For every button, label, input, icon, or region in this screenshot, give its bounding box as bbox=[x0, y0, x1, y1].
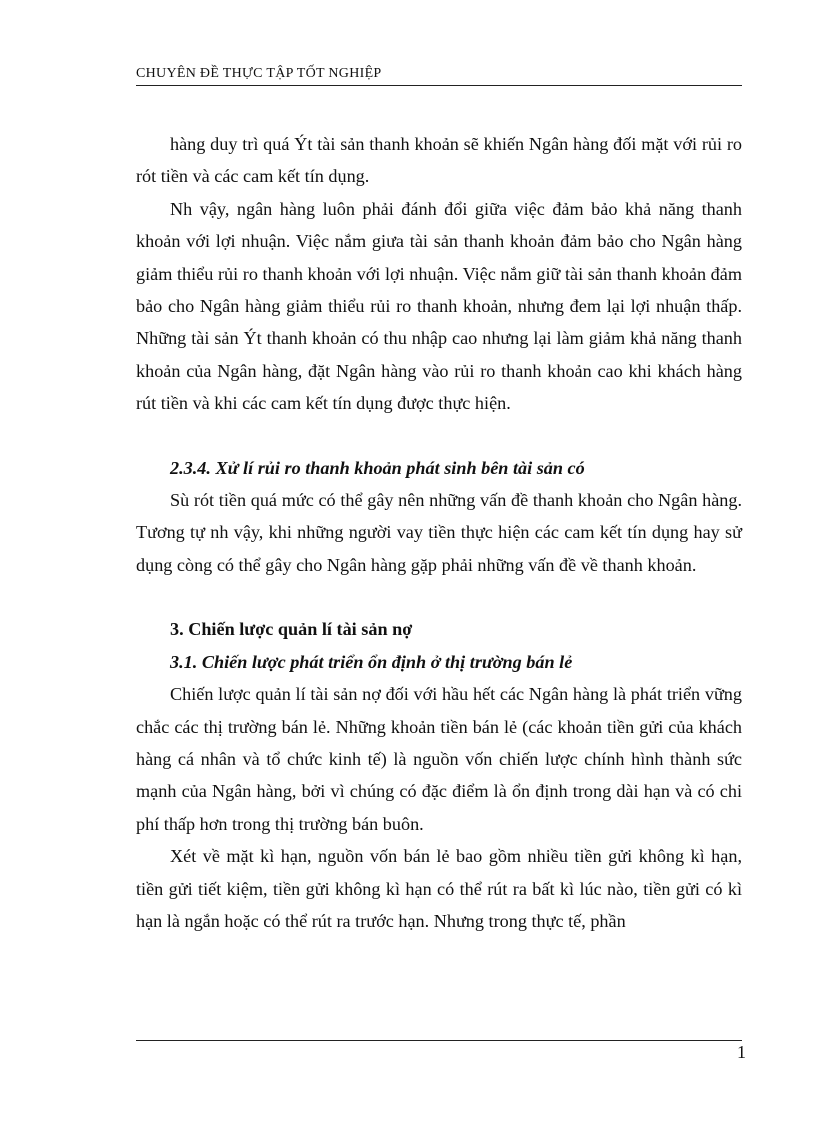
document-body bbox=[136, 128, 742, 937]
paragraph-1: hàng duy trì quá Ýt tài sản thanh khoản sẽ khiến Ngân hàng đối mặt với rủi ro rót tiền và các cam kết tín dụng. bbox=[136, 134, 742, 187]
spacer bbox=[136, 581, 742, 613]
section-heading-3: 3. Chiến lược quản lí tài sản nợ bbox=[170, 619, 413, 640]
paragraph-5: Xét về mặt kì hạn, nguồn vốn bán lẻ bao gồm nhiều tiền gửi không kì hạn, tiền gửi tiết kiệm, tiền gửi không kì hạn có thể rút ra bất kì lúc nào, tiền gửi có kì hạn là ngắn hoặc có thể rút ra trước hạn. Nhưng trong thực tế, phần bbox=[136, 846, 742, 931]
paragraph-4: Chiến lược quản lí tài sản nợ đối với hầu hết các Ngân hàng là phát triển vững chắc các thị trường bán lẻ. Những khoản tiền bán lẻ (các khoản tiền gửi của khách hàng cá nhân và tổ chức kinh tế) là nguồn vốn chiến lược chính hình thành sức mạnh của Ngân hàng, bởi vì chúng có đặc điểm là ổn định trong dài hạn và có chi phí thấp hơn trong thị trường bán buôn. bbox=[136, 684, 742, 834]
paragraph-2: Nh vậy, ngân hàng luôn phải đánh đổi giữa việc đảm bảo khả năng thanh khoản với lợi nhuận. Việc nắm giưa tài sản thanh khoản đảm bảo cho Ngân hàng giảm thiểu rủi ro thanh khoản với lợi nhuận. Việc nắm giữ tài sản thanh khoản đảm bảo cho Ngân hàng giảm thiểu rủi ro thanh khoản, nhưng đem lại lợi nhuận thấp. Những tài sản Ýt thanh khoản có thu nhập cao nhưng lại làm giảm khả năng thanh khoản của Ngân hàng, đặt Ngân hàng vào rủi ro thanh khoản cao khi khách hàng rút tiền và khi các cam kết tín dụng được thực hiện. bbox=[136, 198, 742, 414]
page-number: 1 bbox=[737, 1042, 746, 1062]
header-divider bbox=[136, 85, 742, 86]
paragraph-3: Sù rót tiền quá mức có thể gây nên những vấn đề thanh khoản cho Ngân hàng. Tương tự nh vậy, khi những người vay tiền thực hiện các cam kết tín dụng hay sử dụng còng có thể gây cho Ngân hàng gặp phải những vấn đề về thanh khoản. bbox=[136, 490, 742, 575]
section-heading-3-1: 3.1. Chiến lược phát triển ổn định ở thị trường bán lẻ bbox=[170, 651, 573, 672]
page-header-title: CHUYÊN ĐỀ THỰC TẬP TỐT NGHIỆP bbox=[136, 66, 382, 81]
footer-divider bbox=[136, 1040, 742, 1041]
section-heading-2-3-4: 2.3.4. Xử lí rủi ro thanh khoản phát sinh bên tài sản có bbox=[170, 457, 585, 478]
spacer bbox=[136, 420, 742, 452]
